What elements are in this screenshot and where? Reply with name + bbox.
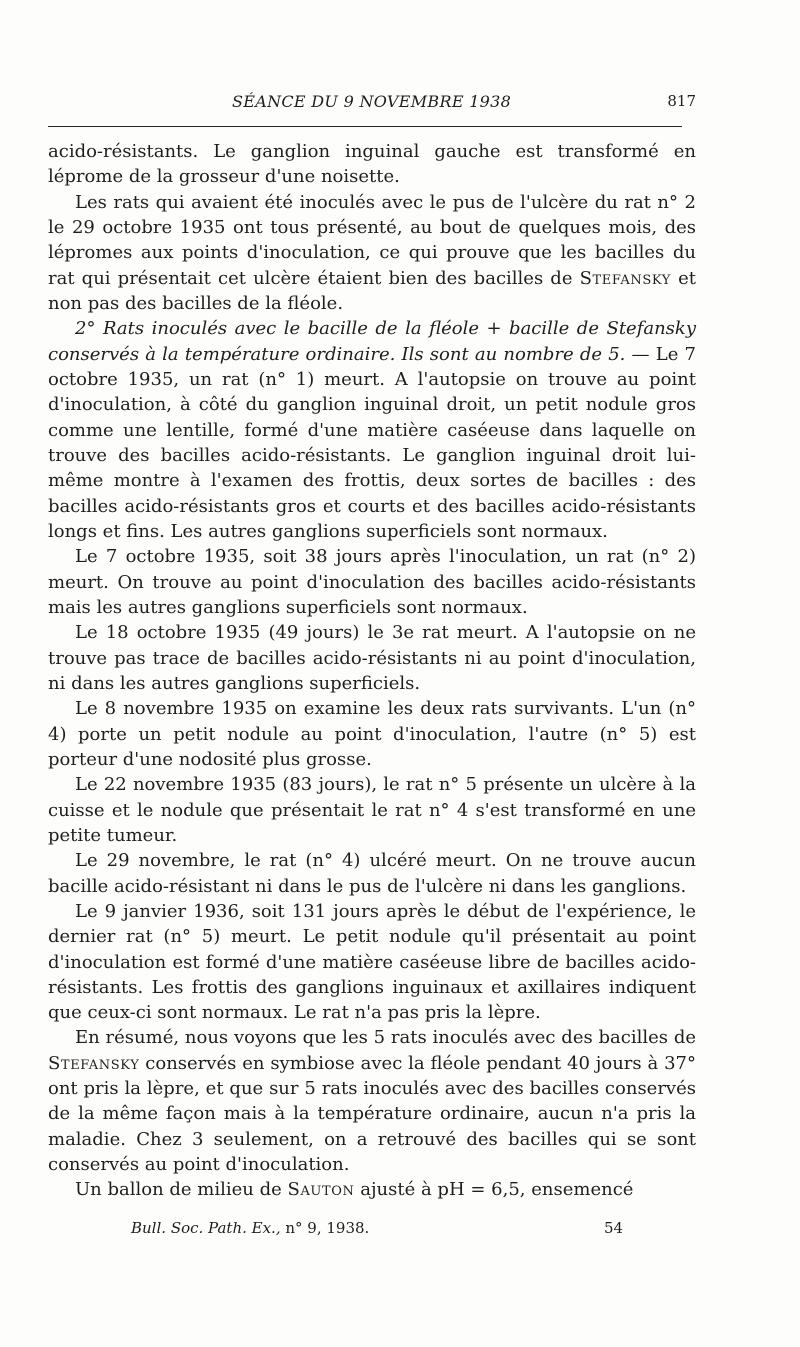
paragraph [48,620,696,696]
journal-abbreviation: Bull. Soc. Path. Ex., [131,1219,281,1237]
paragraph-text: Le 29 novembre, le rat (n° 4) ulcéré meurt. On ne trouve aucun bacille acido-résistant ni dans le pus de l'ulcère ni dans les ganglions. [48,850,696,897]
paragraph-text: Le 7 octobre 1935, soit 38 jours après l'inoculation, un rat (n° 2) meurt. On trouve au point d'inoculation des bacilles acido-résistants mais les autres ganglions superficiels sont normaux. [48,546,696,618]
paragraph [48,899,696,1026]
paragraph [48,772,696,848]
paragraph [48,544,696,620]
header-rule [48,126,682,127]
paragraph [48,1177,696,1202]
journal-citation [131,1219,369,1237]
running-header [48,92,696,116]
paragraph-section-2 [48,316,696,544]
paragraph-text: Le 22 novembre 1935 (83 jours), le rat n° 5 présente un ulcère à la cuisse et le nodule que présentait le rat n° 4 s'est transformé en une petite tumeur. [48,774,696,846]
paragraph-text: En résumé, nous voyons que les 5 rats inoculés avec des bacilles de [75,1027,696,1049]
paragraph-summary [48,1025,696,1177]
page-number: 817 [667,92,696,110]
author-name-smallcaps: Sauton [287,1179,355,1201]
paragraph-text: acido-résistants. Le ganglion inguinal gauche est transformé en léprome de la grosseur d'une noisette. [48,141,696,188]
body-text [48,139,696,1203]
author-name-smallcaps: Stefansky [48,1052,140,1074]
paragraph [48,696,696,772]
paragraph-text: Un ballon de milieu de [75,1179,288,1201]
paragraph-text-after: ajusté à pH = 6,5, ensemencé [354,1179,634,1201]
sheet-signature: 54 [604,1219,624,1237]
paragraph-text-after: conservés en symbiose avec la fléole pendant 40 jours à 37° ont pris la lèpre, et que sur 5 rats inoculés avec des bacilles conservés de la même façon mais à la température ordinaire, aucun n'a pris la maladie. Chez 3 seulement, on a retrouvé des bacilles qui se sont conservés au point d'inoculation. [48,1052,696,1176]
author-name-smallcaps: Stefansky [579,267,671,289]
journal-issue: n° 9, 1938. [280,1219,370,1237]
paragraph-text-after: et non pas des bacilles de la fléole. [48,267,697,314]
section-lead-italic: 2° Rats inoculés avec le bacille de la fléole + bacille de Stefansky conservés à la température ordinaire. Ils sont au nombre de 5. [48,318,696,365]
paragraph-text: — Le 7 octobre 1935, un rat (n° 1) meurt. A l'autopsie on trouve au point d'inoculation, à côté du ganglion inguinal droit, un petit nodule gros comme une lentille, formé d'une matière caséeuse dans laquelle on trouve des bacilles acido-résistants. Le ganglion inguinal droit lui-même montre à l'examen des frottis, deux sortes de bacilles : des bacilles acido-résistants gros et courts et des bacilles acido-résistants longs et fins. Les autres ganglions superficiels sont normaux. [48,343,696,542]
paragraph-text: Le 9 janvier 1936, soit 131 jours après le début de l'expérience, le dernier rat (n° 5) meurt. Le petit nodule qu'il présentait au point d'inoculation est formé d'une matière caséeuse libre de bacilles acido-résistants. Les frottis des ganglions inguinaux et axillaires indiquent que ceux-ci sont normaux. Le rat n'a pas pris la lèpre. [48,900,696,1024]
paragraph [48,190,696,317]
paragraph [48,848,696,899]
paragraph-text: Le 8 novembre 1935 on examine les deux rats survivants. L'un (n° 4) porte un petit nodule au point d'inoculation, l'autre (n° 5) est porteur d'une nodosité plus grosse. [48,698,696,770]
page-footer [48,1219,696,1243]
paragraph-continued [48,139,696,190]
paragraph-text: Le 18 octobre 1935 (49 jours) le 3e rat meurt. A l'autopsie on ne trouve pas trace de bacilles acido-résistants ni au point d'inoculation, ni dans les autres ganglions superficiels. [48,622,696,694]
paragraph-text: Les rats qui avaient été inoculés avec le pus de l'ulcère du rat n° 2 le 29 octobre 1935 ont tous présenté, au bout de quelques mois, des lépromes aux points d'inoculation, ce qui prouve que les bacilles du rat qui présentait cet ulcère étaient bien des bacilles de [48,191,696,289]
running-title: SÉANCE DU 9 NOVEMBRE 1938 [232,92,512,111]
